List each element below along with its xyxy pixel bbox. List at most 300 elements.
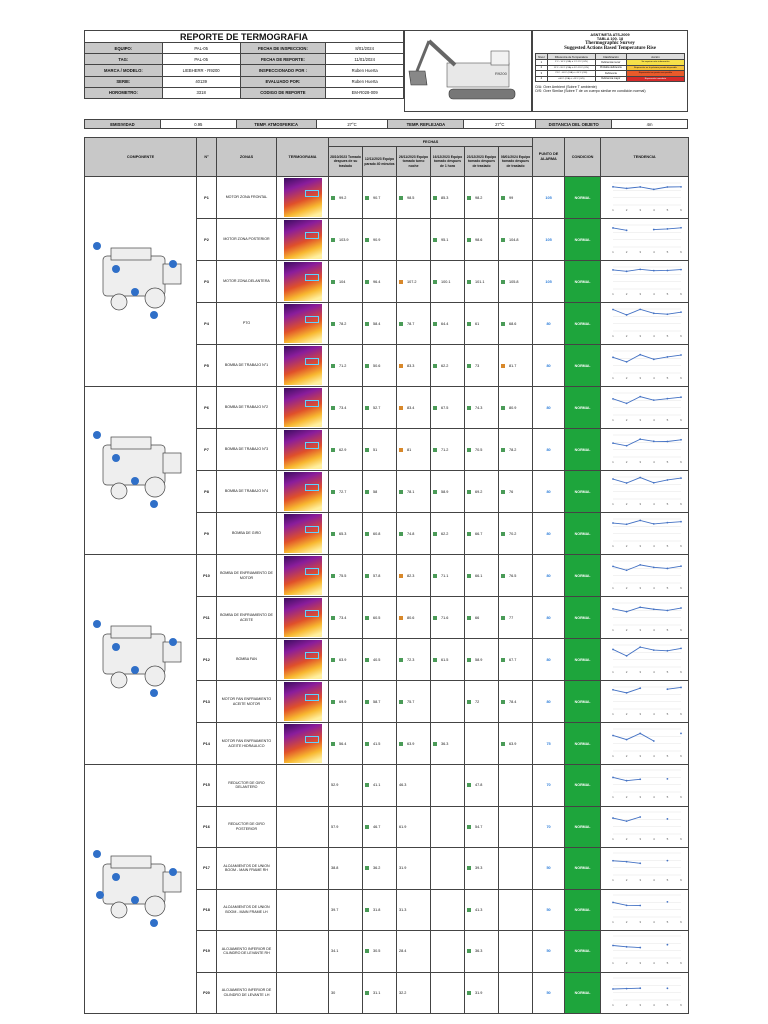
status-indicator — [399, 322, 403, 326]
trend-point — [612, 269, 614, 271]
status-indicator — [501, 532, 505, 536]
trend-x-tick: 5 — [666, 836, 668, 841]
trend-x-tick: 5 — [666, 878, 668, 883]
trend-point — [639, 186, 641, 188]
trend-x-tick: 4 — [652, 961, 655, 966]
condition-badge: NORMAL — [565, 429, 601, 471]
trend-x-tick: 3 — [638, 375, 641, 380]
ref-cell: Probable deficiencia — [595, 65, 626, 71]
temperature-value: 31.9 — [399, 866, 407, 871]
tag-label: TAG: — [85, 54, 163, 65]
trend-chart-cell — [601, 471, 689, 513]
status-indicator — [433, 238, 437, 242]
status-indicator — [501, 490, 505, 494]
temperature-value: 66 — [475, 615, 480, 620]
trend-x-tick: 1 — [611, 459, 614, 464]
thermogram-cell — [277, 848, 329, 890]
trend-x-tick: 3 — [638, 585, 641, 590]
temperature-value: 56.4 — [339, 741, 347, 746]
temperature-cell — [465, 429, 499, 471]
trend-point — [666, 778, 668, 780]
trend-point — [612, 442, 614, 444]
table-row — [85, 177, 689, 219]
trend-x-tick: 3 — [638, 501, 641, 506]
temperature-cell — [329, 639, 363, 681]
trend-point — [652, 481, 654, 483]
temperature-cell — [363, 931, 397, 973]
thermogram-image — [284, 640, 322, 679]
status-indicator — [433, 574, 437, 578]
temperature-cell — [499, 765, 533, 807]
trend-chart-cell — [601, 806, 689, 848]
temperature-cell — [499, 555, 533, 597]
trend-point — [666, 818, 668, 820]
trend-point — [625, 360, 627, 362]
fecha-reporte-label: FECHA DE REPORTE: — [240, 54, 326, 65]
zone-name: BOMBA DE TRABAJO N°2 — [217, 387, 277, 429]
trend-point — [639, 563, 641, 565]
point-id: P3 — [197, 261, 217, 303]
trend-point — [666, 356, 668, 358]
temperature-cell — [465, 303, 499, 345]
temperature-value: 50.6 — [373, 363, 381, 368]
trend-point — [639, 904, 641, 906]
trend-chart-cell — [601, 723, 689, 765]
trend-chart-cell — [601, 219, 689, 261]
alarm-point: 80 — [533, 639, 565, 681]
trend-x-tick: 6 — [679, 1002, 682, 1007]
trend-x-tick: 1 — [611, 1002, 614, 1007]
point-marker — [150, 500, 158, 508]
trend-point — [612, 901, 614, 903]
point-marker — [150, 919, 158, 927]
temperature-value: 78.7 — [407, 321, 415, 326]
trend-chart — [605, 179, 685, 217]
trend-point — [625, 270, 627, 272]
status-indicator — [365, 908, 369, 912]
trend-chart — [605, 305, 685, 343]
temperature-cell — [431, 931, 465, 973]
trend-x-tick: 6 — [679, 961, 682, 966]
status-indicator — [365, 574, 369, 578]
thermogram-cell — [277, 177, 329, 219]
temperature-value: 40.5 — [373, 657, 381, 662]
thermogram-cell — [277, 345, 329, 387]
trend-x-tick: 1 — [611, 291, 614, 296]
trend-point — [666, 688, 668, 690]
temperature-value: 98.6 — [475, 237, 483, 242]
temperature-value: 80.6 — [407, 615, 415, 620]
reference-table — [535, 53, 685, 82]
trend-x-tick: 3 — [638, 459, 641, 464]
temperature-cell — [431, 972, 465, 1014]
trend-x-tick: 5 — [666, 919, 668, 924]
temperature-value: 98.2 — [475, 195, 483, 200]
trend-point — [612, 565, 614, 567]
temperature-value: 54.7 — [475, 824, 483, 829]
trend-x-tick: 3 — [638, 753, 641, 758]
trend-x-tick: 1 — [611, 333, 614, 338]
tag-value: PAL-05 — [162, 54, 240, 65]
trend-point — [680, 185, 682, 187]
zone-name: REDUCTOR DE GIRO DELANTERO — [217, 765, 277, 807]
zone-name: MOTOR ZONA DELANTERA — [217, 261, 277, 303]
temperature-value: 78.2 — [339, 321, 347, 326]
condition-badge: NORMAL — [565, 345, 601, 387]
temperature-value: 90.9 — [373, 237, 381, 242]
trend-x-tick: 2 — [625, 627, 627, 632]
alarm-point: 70 — [533, 806, 565, 848]
trend-x-tick: 6 — [679, 753, 682, 758]
col-date-2: 12/11/2023 Equipo parado 40 minutos — [363, 147, 397, 177]
temperature-cell — [431, 555, 465, 597]
trend-x-tick: 4 — [652, 919, 655, 924]
alarm-point: 50 — [533, 889, 565, 931]
temperature-value: 71.6 — [441, 615, 449, 620]
trend-x-tick: 6 — [679, 417, 682, 422]
point-marker — [131, 666, 139, 674]
trend-line — [667, 687, 681, 689]
status-indicator — [467, 532, 471, 536]
report-header-table — [84, 30, 404, 99]
trend-x-tick: 2 — [625, 836, 627, 841]
temperature-cell — [499, 177, 533, 219]
status-indicator — [433, 490, 437, 494]
status-indicator — [467, 322, 471, 326]
temperature-value: 80.9 — [509, 405, 517, 410]
trend-x-tick: 5 — [666, 459, 668, 464]
trend-point — [652, 608, 654, 610]
trend-point — [639, 687, 641, 689]
point-id: P4 — [197, 303, 217, 345]
status-indicator — [365, 406, 369, 410]
thermogram-image — [284, 220, 322, 259]
status-indicator — [467, 238, 471, 242]
temperature-cell — [465, 219, 499, 261]
temperature-value: 47.8 — [475, 783, 483, 788]
status-indicator — [467, 949, 471, 953]
temp-ref-label: TEMP. REFLEJADA — [388, 120, 464, 129]
trend-x-tick: 6 — [679, 501, 682, 506]
fecha-inspeccion-value: 8/01/2024 — [326, 43, 404, 54]
ref-cell: 21°C - 40°C (O/A) ó >15°C (O/S) — [547, 71, 595, 77]
status-indicator — [365, 783, 369, 787]
temperature-cell — [397, 972, 431, 1014]
cooler-component-image — [85, 555, 197, 765]
condition-badge: NORMAL — [565, 972, 601, 1014]
thermogram-cell — [277, 471, 329, 513]
status-indicator — [467, 406, 471, 410]
status-indicator — [501, 448, 505, 452]
temperature-value: 58.9 — [475, 657, 483, 662]
trend-x-tick: 2 — [625, 249, 627, 254]
zone-name: MOTOR FAN ENFRIAMIENTO ACEITE MOTOR — [217, 681, 277, 723]
distancia-value: 4m — [612, 120, 688, 129]
condition-badge: NORMAL — [565, 177, 601, 219]
alarm-point: 80 — [533, 429, 565, 471]
temperature-value: 81.7 — [509, 363, 517, 368]
status-indicator — [501, 406, 505, 410]
status-indicator — [331, 532, 335, 536]
point-id: P17 — [197, 848, 217, 890]
status-indicator — [331, 364, 335, 368]
trend-x-tick: 1 — [611, 375, 614, 380]
condition-badge: NORMAL — [565, 806, 601, 848]
col-date-5: 23/12/2023 Equipo tomado despues de traslado — [465, 147, 499, 177]
col-date-3: 26/11/2023 Equipo tomado turno noche — [397, 147, 431, 177]
col-fechas: FECHAS — [329, 138, 533, 147]
temperature-cell — [499, 931, 533, 973]
status-indicator — [433, 616, 437, 620]
ref-cell: 11°C - 20°C (O/A) ó 4°C-15°C (O/S) — [547, 65, 595, 71]
trend-x-tick: 3 — [638, 543, 641, 548]
component-illustration — [89, 844, 193, 934]
emisividad-label: EMISIVIDAD — [85, 120, 161, 129]
status-indicator — [501, 616, 505, 620]
status-indicator — [331, 574, 335, 578]
temperature-value: 78.1 — [407, 489, 415, 494]
temperature-cell — [465, 639, 499, 681]
temperature-cell — [499, 889, 533, 931]
status-indicator — [501, 238, 505, 242]
thermogram-cell — [277, 723, 329, 765]
status-indicator — [433, 406, 437, 410]
component-illustration — [89, 236, 193, 326]
trend-point — [639, 395, 641, 397]
thermogram-cell — [277, 303, 329, 345]
col-termograma: TERMOGRAMA — [277, 138, 329, 177]
temperature-cell — [397, 219, 431, 261]
trend-chart-cell — [601, 513, 689, 555]
temperature-cell — [499, 261, 533, 303]
temperature-value: 78.4 — [509, 699, 517, 704]
trend-chart — [605, 263, 685, 301]
alarm-point: 105 — [533, 177, 565, 219]
trend-line — [613, 186, 681, 189]
temperature-value: 75.7 — [407, 699, 415, 704]
trend-x-tick: 3 — [638, 878, 641, 883]
temperature-cell — [499, 429, 533, 471]
trend-point — [625, 569, 627, 571]
alarm-point: 70 — [533, 765, 565, 807]
zone-name: ALOJAMIENTOS DE UNION BOOM - MAIN FRAME RH — [217, 848, 277, 890]
trend-line — [613, 564, 681, 569]
alarm-point: 80 — [533, 345, 565, 387]
temperature-cell — [329, 848, 363, 890]
temperature-cell — [431, 471, 465, 513]
thermogram-image — [284, 430, 322, 469]
status-indicator — [331, 322, 335, 326]
status-indicator — [433, 742, 437, 746]
svg-text:R9200: R9200 — [495, 71, 507, 76]
point-marker — [169, 638, 177, 646]
temperature-cell — [329, 931, 363, 973]
temperature-cell — [329, 597, 363, 639]
thermogram-image — [284, 682, 322, 721]
temperature-cell — [363, 639, 397, 681]
status-indicator — [467, 490, 471, 494]
trend-point — [612, 185, 614, 187]
point-id: P9 — [197, 513, 217, 555]
thermogram-cell — [277, 681, 329, 723]
temperature-cell — [363, 597, 397, 639]
trend-x-tick: 5 — [666, 291, 668, 296]
status-indicator — [365, 742, 369, 746]
status-indicator — [399, 406, 403, 410]
temperature-cell — [431, 848, 465, 890]
trend-x-tick: 4 — [652, 711, 655, 716]
trend-x-tick: 1 — [611, 669, 614, 674]
ref-cell: Deficiencia — [595, 71, 626, 77]
point-id: P8 — [197, 471, 217, 513]
trend-chart-cell — [601, 681, 689, 723]
point-marker — [112, 265, 120, 273]
marca-value: LIEBHERR - R9200 — [162, 65, 240, 76]
temperature-value: 41.3 — [475, 907, 483, 912]
temperature-value: 60.8 — [373, 531, 381, 536]
point-id: P12 — [197, 639, 217, 681]
trend-x-tick: 4 — [652, 417, 655, 422]
trend-x-tick: 5 — [666, 795, 668, 800]
temperature-cell — [329, 177, 363, 219]
temperature-cell — [465, 555, 499, 597]
trend-x-tick: 1 — [611, 961, 614, 966]
temperature-value: 31.3 — [399, 907, 407, 912]
status-indicator — [365, 490, 369, 494]
temperature-cell — [465, 765, 499, 807]
trend-x-tick: 1 — [611, 753, 614, 758]
trend-point — [666, 440, 668, 442]
condition-badge: NORMAL — [565, 387, 601, 429]
trend-line — [613, 396, 681, 403]
trend-point — [625, 187, 627, 189]
temperature-cell — [363, 681, 397, 723]
trend-point — [625, 229, 627, 231]
temperature-cell — [329, 471, 363, 513]
temp-atm-value: 27°C — [316, 120, 388, 129]
temperature-value: 61 — [475, 321, 480, 326]
temperature-value: 103.9 — [339, 237, 349, 242]
point-marker — [150, 311, 158, 319]
trend-point — [652, 399, 654, 401]
trend-point — [680, 311, 682, 313]
trend-x-tick: 3 — [638, 711, 641, 716]
temperature-cell — [363, 513, 397, 555]
temperature-value: 82.3 — [407, 573, 415, 578]
fecha-reporte-value: 11/01/2024 — [326, 54, 404, 65]
temperature-cell — [397, 931, 431, 973]
thermogram-image — [284, 556, 322, 595]
trend-point — [680, 354, 682, 356]
table-row — [85, 387, 689, 429]
trend-x-tick: 2 — [625, 501, 627, 506]
trend-point — [639, 947, 641, 949]
temperature-value: 98.5 — [407, 195, 415, 200]
temperature-value: 63.9 — [407, 741, 415, 746]
temperature-cell — [397, 555, 431, 597]
trend-chart — [605, 849, 685, 887]
alarm-point: 80 — [533, 303, 565, 345]
trend-point — [612, 777, 614, 779]
trend-x-tick: 4 — [652, 543, 655, 548]
status-indicator — [399, 196, 403, 200]
status-indicator — [331, 616, 335, 620]
ref-header: Acción — [626, 54, 684, 60]
temperature-value: 57.9 — [331, 824, 339, 829]
trend-chart — [605, 725, 685, 763]
condition-badge: NORMAL — [565, 848, 601, 890]
trend-x-tick: 3 — [638, 333, 641, 338]
ref-cell: 2 — [536, 65, 548, 71]
ref-cell: Deficiencia menor — [595, 60, 626, 66]
status-indicator — [467, 991, 471, 995]
temperature-cell — [499, 513, 533, 555]
temperature-cell — [499, 471, 533, 513]
condition-badge: NORMAL — [565, 597, 601, 639]
trend-point — [652, 566, 654, 568]
temperature-cell — [329, 387, 363, 429]
temperature-cell — [465, 177, 499, 219]
trend-chart — [605, 221, 685, 259]
temp-ref-value: 27°C — [464, 120, 536, 129]
trend-point — [612, 648, 614, 650]
temperature-value: 66.1 — [475, 573, 483, 578]
trend-x-tick: 6 — [679, 919, 682, 924]
trend-x-tick: 6 — [679, 207, 682, 212]
temperature-cell — [363, 972, 397, 1014]
trend-point — [612, 478, 614, 480]
trend-chart-cell — [601, 765, 689, 807]
zone-name: BOMBA DE TRABAJO N°4 — [217, 471, 277, 513]
report-title: REPORTE DE TERMOGRAFIA — [85, 31, 404, 43]
temperature-value: 95.1 — [441, 237, 449, 242]
status-indicator — [399, 280, 403, 284]
trend-x-tick: 2 — [625, 375, 627, 380]
temperature-value: 62.2 — [441, 531, 449, 536]
thermogram-cell — [277, 555, 329, 597]
trend-x-tick: 4 — [652, 249, 655, 254]
trend-point — [639, 476, 641, 478]
temperature-cell — [499, 303, 533, 345]
point-id: P1 — [197, 177, 217, 219]
trend-chart-cell — [601, 429, 689, 471]
trend-x-tick: 5 — [666, 669, 668, 674]
trend-x-tick: 4 — [652, 753, 655, 758]
trend-point — [625, 904, 627, 906]
reference-panel — [532, 30, 688, 112]
thermogram-image — [284, 178, 322, 217]
status-indicator — [365, 866, 369, 870]
temperature-value: 58.4 — [373, 321, 381, 326]
trend-point — [625, 402, 627, 404]
temperature-cell — [363, 303, 397, 345]
trend-x-tick: 4 — [652, 627, 655, 632]
trend-x-tick: 2 — [625, 919, 627, 924]
temperature-cell — [499, 639, 533, 681]
trend-x-tick: 5 — [666, 627, 668, 632]
trend-x-tick: 2 — [625, 291, 627, 296]
temperature-value: 46.7 — [373, 824, 381, 829]
temperature-value: 63.9 — [339, 657, 347, 662]
alarm-point: 80 — [533, 681, 565, 723]
status-indicator — [365, 825, 369, 829]
temperature-cell — [499, 219, 533, 261]
trend-point — [639, 863, 641, 865]
temperature-value: 58.7 — [373, 699, 381, 704]
trend-point — [666, 987, 668, 989]
temperature-cell — [465, 723, 499, 765]
trend-x-tick: 3 — [638, 795, 641, 800]
